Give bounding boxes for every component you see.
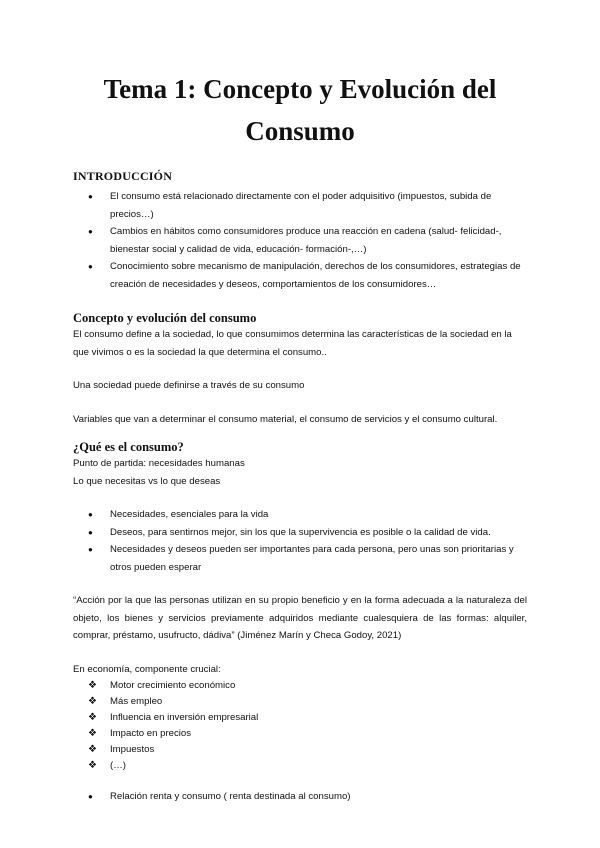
que-es-line-2: Lo que necesitas vs lo que deseas	[73, 475, 221, 487]
list-item: ● Conocimiento sobre mecanismo de manipulación, derechos de los consumidores, estrategias de creación de necesidades y deseos, comportamientos de los consumidores…	[73, 258, 527, 293]
list-item: ● Deseos, para sentirnos mejor, sin los que la supervivencia es posible o la calidad de vida.	[73, 524, 527, 542]
list-item: ❖ Motor crecimiento económico	[73, 678, 527, 694]
economia-bullet-list	[73, 788, 527, 806]
definition-quote: “Acción por la que las personas utilizan en su propio beneficio y en la forma adecuada a la naturaleza del objeto, los bienes y servicios previamente adquiridos mediante cualesquiera de las formas: alquiler, comprar, préstamo, usufructo, dádiva” (Jiménez Marín y Checa Godoy, 2021)	[73, 595, 527, 641]
list-item: ❖ Más empleo	[73, 694, 527, 710]
list-item: ● Relación renta y consumo ( renta destinada al consumo)	[73, 788, 527, 806]
intro-bullet-list	[73, 188, 527, 293]
list-item: ❖ (…)	[73, 758, 527, 774]
economia-intro: En economía, componente crucial:	[73, 663, 221, 675]
list-item: ● Necesidades, esenciales para la vida	[73, 506, 527, 524]
paragraph-concepto-3: Variables que van a determinar el consumo material, el consumo de servicios y el consumo cultural.	[73, 413, 498, 425]
list-item: ● Cambios en hábitos como consumidores produce una reacción en cadena (salud- felicidad-, bienestar social y calidad de vida, educación- formación-,…)	[73, 223, 527, 258]
section-heading-introduccion: INTRODUCCIÓN	[73, 169, 173, 183]
list-item: ❖ Impuestos	[73, 742, 527, 758]
paragraph-concepto-1: El consumo define a la sociedad, lo que consumimos determina las características de la sociedad en la que vivimos o es la sociedad la que determina el consumo..	[73, 329, 512, 358]
list-item: ● Necesidades y deseos pueden ser importantes para cada persona, pero unas son prioritarias y otros pueden esperar	[73, 541, 527, 576]
que-es-line-1: Punto de partida: necesidades humanas	[73, 458, 245, 469]
list-item: ❖ Impacto en precios	[73, 726, 527, 742]
section-heading-que-es: ¿Qué es el consumo?	[73, 440, 184, 454]
page-title: Tema 1: Concepto y Evolución del Consumo	[103, 74, 497, 146]
section-heading-concepto: Concepto y evolución del consumo	[73, 311, 257, 325]
list-item: ❖ Influencia en inversión empresarial	[73, 710, 527, 726]
economia-diamond-list	[73, 678, 527, 774]
que-es-bullet-list	[73, 506, 527, 576]
list-item: ● El consumo está relacionado directamente con el poder adquisitivo (impuestos, subida de precios…)	[73, 188, 527, 223]
paragraph-concepto-2: Una sociedad puede definirse a través de su consumo	[73, 380, 305, 391]
